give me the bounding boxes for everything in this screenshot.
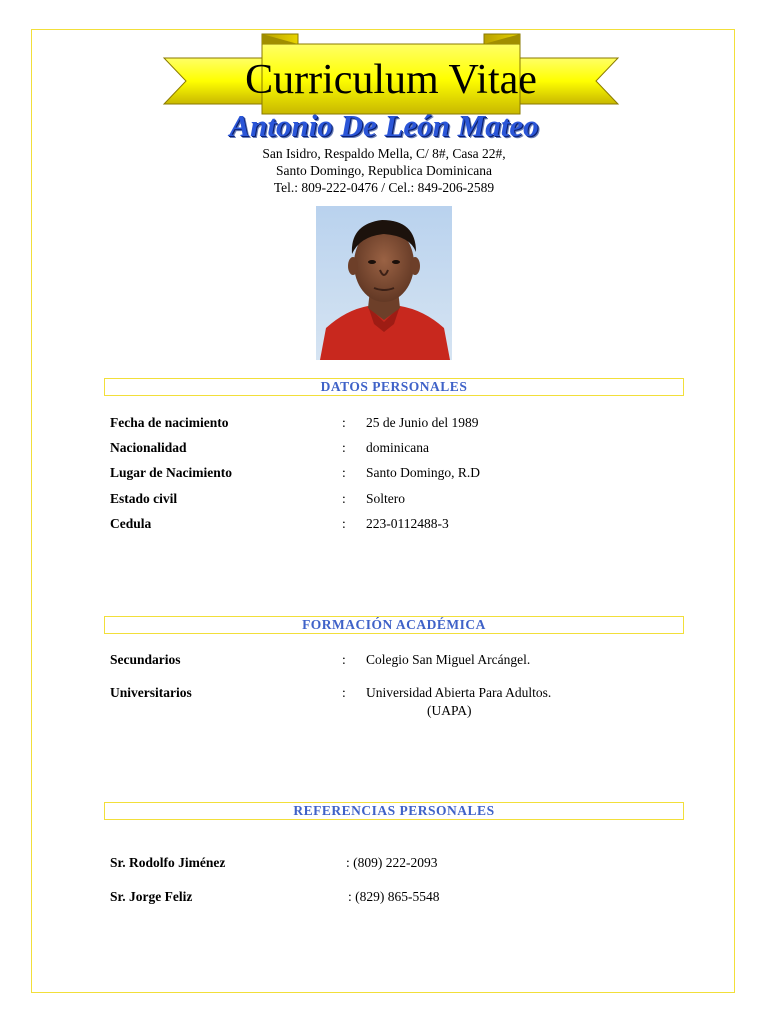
reference-name: Sr. Jorge Feliz [110,889,193,904]
address-line-1: San Isidro, Respaldo Mella, C/ 8#, Casa 22#, [262,146,506,161]
profile-photo [316,206,452,360]
row-separator: : [342,685,346,700]
phone-line: Tel.: 809-222-0476 / Cel.: 849-206-2589 [273,180,495,195]
personal-row [110,415,670,433]
row-label: Cedula [110,516,152,531]
row-separator: : [342,440,346,455]
row-value: 223-0112488-3 [366,516,449,531]
section-header-personal: DATOS PERSONALES [104,378,684,396]
row-separator: : [342,465,346,480]
personal-row [110,440,670,458]
row-label: Nacionalidad [110,440,187,455]
candidate-name: Antonio De León Mateo [229,108,539,143]
cv-title: Curriculum Vitae [245,57,537,103]
section-header-references: REFERENCIAS PERSONALES [104,802,684,820]
education-row [110,652,670,670]
row-label: Lugar de Nacimiento [110,465,232,480]
education-row [110,685,670,703]
reference-phone: : (809) 222-2093 [346,855,438,870]
row-label: Universitarios [110,685,192,700]
personal-row [110,491,670,509]
personal-row [110,516,670,534]
row-label: Estado civil [110,491,178,506]
row-separator: : [342,415,346,430]
row-separator: : [342,652,346,667]
row-value: Santo Domingo, R.D [366,465,481,480]
row-value: dominicana [366,440,429,455]
reference-phone: : (829) 865-5548 [348,889,440,904]
row-separator: : [342,516,346,531]
personal-row [110,465,670,483]
reference-name: Sr. Rodolfo Jiménez [110,855,226,870]
row-label: Secundarios [110,652,181,667]
row-value: Colegio San Miguel Arcángel. [366,652,531,667]
row-separator: : [342,491,346,506]
university-abbreviation: (UAPA) [427,703,472,718]
row-value: 25 de Junio del 1989 [366,415,479,430]
section-header-education: FORMACIÓN ACADÉMICA [104,616,684,634]
address-line-2: Santo Domingo, Republica Dominicana [276,163,492,178]
row-value: Universidad Abierta Para Adultos. [366,685,552,700]
row-label: Fecha de nacimiento [110,415,229,430]
row-value: Soltero [366,491,405,506]
